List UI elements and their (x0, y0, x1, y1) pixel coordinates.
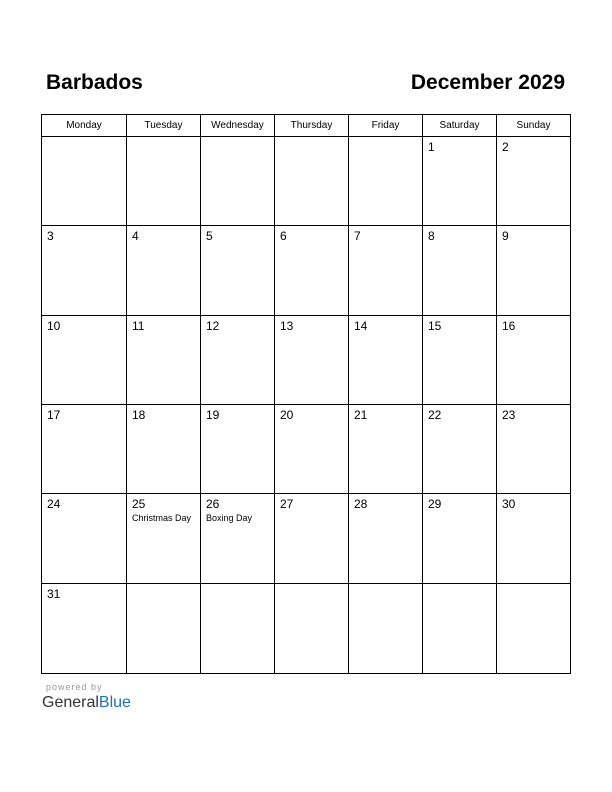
day-cell (349, 137, 423, 226)
day-number: 10 (47, 318, 61, 333)
day-number: 9 (502, 229, 509, 244)
day-number: 14 (354, 318, 368, 333)
day-cell (42, 494, 127, 583)
day-cell (423, 405, 497, 494)
day-cell (349, 584, 423, 673)
day-number: 4 (132, 229, 139, 244)
day-cell (497, 316, 570, 405)
day-cell (42, 584, 127, 673)
day-cell (423, 226, 497, 315)
day-cell (275, 226, 349, 315)
day-cell (201, 494, 275, 583)
day-number: 25 (132, 497, 146, 512)
day-cell (497, 226, 570, 315)
day-number: 18 (132, 408, 146, 422)
day-cell (127, 316, 201, 405)
day-number: 11 (132, 318, 145, 333)
day-number: 6 (280, 229, 287, 244)
weekday-header-sunday: Sunday (497, 115, 570, 137)
day-number: 28 (354, 497, 368, 512)
day-cell (349, 226, 423, 315)
day-number: 13 (280, 318, 294, 333)
day-number: 23 (502, 408, 516, 422)
day-number: 2 (502, 140, 509, 154)
day-cell (497, 137, 570, 226)
day-cell (127, 226, 201, 315)
day-number: 3 (47, 229, 54, 244)
day-number: 20 (280, 408, 294, 422)
day-cell (127, 584, 201, 673)
weekday-header-wednesday: Wednesday (201, 115, 275, 137)
day-cell (423, 137, 497, 226)
day-cell (349, 316, 423, 405)
weekday-header-thursday: Thursday (275, 115, 349, 137)
day-cell (275, 137, 349, 226)
day-number: 8 (428, 229, 435, 244)
weekday-header-tuesday: Tuesday (127, 115, 201, 137)
day-cell (275, 316, 349, 405)
powered-by-label: powered by (46, 682, 103, 692)
day-number: 29 (428, 497, 442, 512)
day-cell (42, 405, 127, 494)
day-number: 5 (206, 229, 213, 244)
weekday-header-saturday: Saturday (423, 115, 497, 137)
month-year-title: December 2029 (410, 71, 565, 94)
day-number: 15 (428, 318, 442, 333)
holiday-label: Christmas Day (132, 513, 192, 524)
day-number: 7 (354, 229, 361, 244)
weekday-header-friday: Friday (349, 115, 423, 137)
weekday-header-monday: Monday (42, 115, 127, 137)
day-cell (201, 405, 275, 494)
day-number: 22 (428, 408, 442, 422)
day-number: 12 (206, 318, 220, 333)
day-cell (201, 584, 275, 673)
day-cell (42, 226, 127, 315)
brand-general-text: General (42, 694, 99, 711)
holiday-label: Boxing Day (206, 513, 253, 524)
day-number: 31 (47, 586, 61, 601)
day-cell (127, 494, 201, 583)
day-cell (127, 137, 201, 226)
day-cell (497, 584, 570, 673)
day-cell (127, 405, 201, 494)
day-number: 27 (280, 497, 294, 512)
day-cell (349, 405, 423, 494)
day-cell (275, 584, 349, 673)
day-cell (201, 226, 275, 315)
calendar-grid (41, 114, 571, 674)
day-cell (201, 137, 275, 226)
day-number: 16 (502, 318, 516, 333)
country-title: Barbados (46, 71, 143, 94)
day-cell (42, 316, 127, 405)
day-number: 17 (47, 408, 61, 422)
generalblue-logo (42, 694, 131, 712)
day-number: 30 (502, 497, 516, 512)
day-cell (275, 405, 349, 494)
day-number: 1 (428, 140, 435, 154)
day-cell (42, 137, 127, 226)
day-cell (497, 405, 570, 494)
day-number: 24 (47, 497, 61, 512)
day-cell (201, 316, 275, 405)
day-cell (497, 494, 570, 583)
day-cell (423, 494, 497, 583)
day-cell (423, 584, 497, 673)
brand-blue-text: Blue (98, 694, 131, 711)
day-number: 21 (354, 408, 368, 422)
day-cell (349, 494, 423, 583)
day-cell (423, 316, 497, 405)
day-number: 26 (206, 497, 220, 512)
day-cell (275, 494, 349, 583)
day-number: 19 (206, 408, 220, 422)
